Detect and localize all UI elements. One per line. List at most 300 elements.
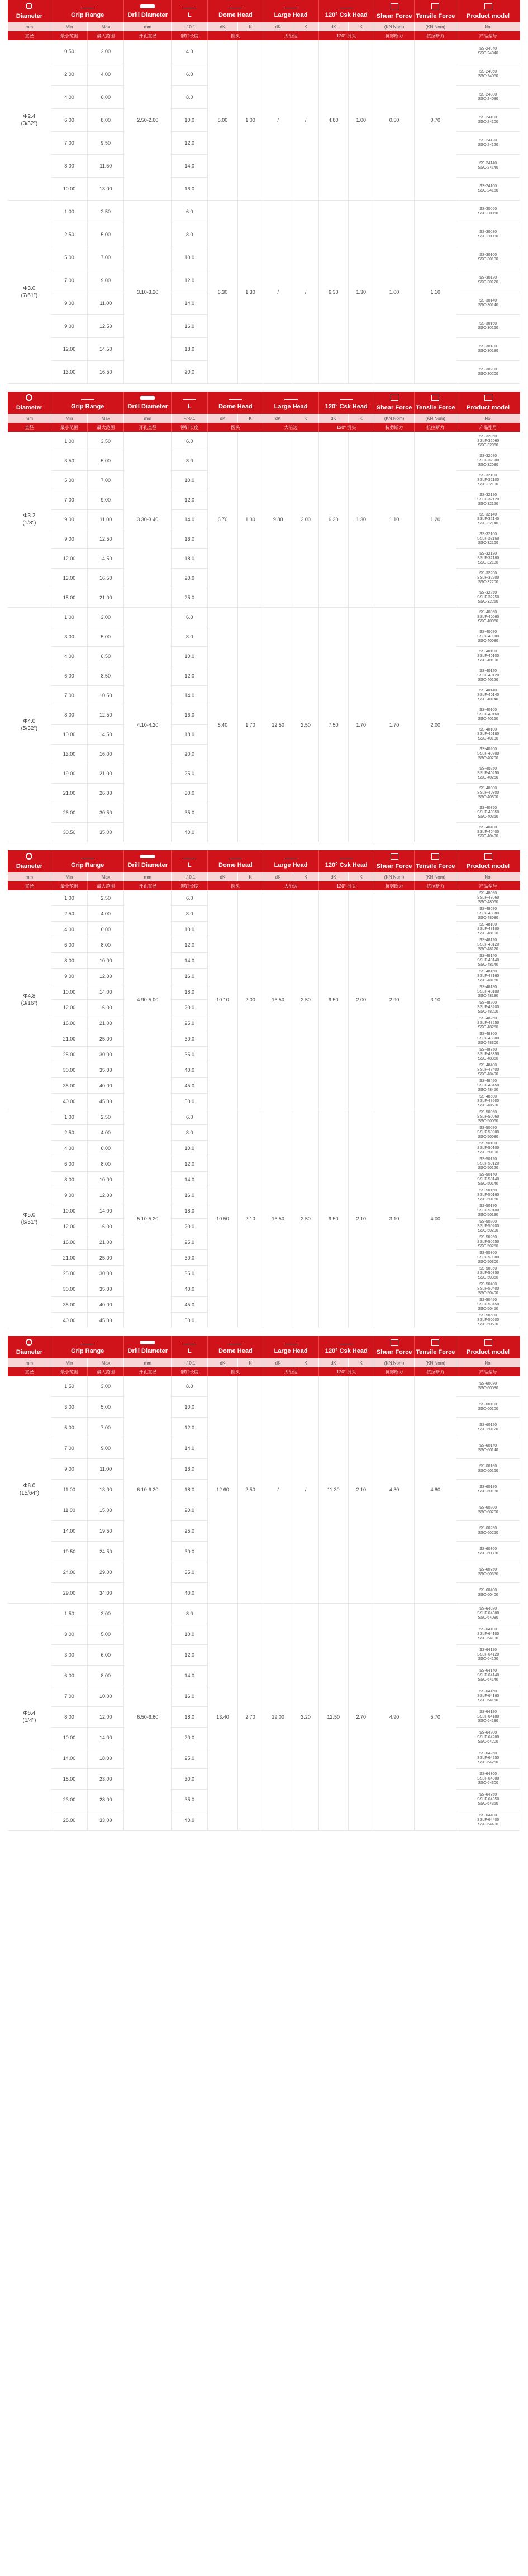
product-model: SS-50120 bbox=[479, 1157, 497, 1161]
product-model-cell bbox=[456, 361, 520, 384]
rivet-length: 14.0 bbox=[172, 1438, 208, 1459]
product-model: SSLF-40350 bbox=[477, 810, 500, 814]
product-model-cell bbox=[456, 1141, 520, 1156]
cn-label-cn-diameter: 直径 bbox=[8, 31, 51, 40]
product-model: SS-60140 bbox=[479, 1444, 497, 1448]
product-model: SSC-40350 bbox=[478, 815, 498, 819]
header-large-head bbox=[263, 392, 318, 414]
product-model-cell bbox=[456, 803, 520, 823]
rivet-length: 12.0 bbox=[172, 269, 208, 292]
product-model: SS-50500 bbox=[479, 1313, 497, 1318]
rivet-length: 40.0 bbox=[172, 1583, 208, 1604]
grip-max: 10.00 bbox=[88, 953, 124, 969]
grip-min: 6.00 bbox=[51, 937, 87, 953]
header-grip-range bbox=[51, 850, 124, 872]
cn-label-cn-min: 最小范围 bbox=[51, 31, 87, 40]
header-label: Grip Range bbox=[71, 862, 104, 869]
cn-label-cn-min: 最小范围 bbox=[51, 1367, 87, 1376]
product-model: SS-32200 bbox=[479, 571, 497, 575]
product-model: SS-40100 bbox=[479, 650, 497, 653]
product-model: SSC-60250 bbox=[478, 1531, 498, 1535]
shear-value: 3.10 bbox=[374, 1109, 415, 1328]
grip-max: 16.50 bbox=[88, 569, 124, 588]
subheader-sub-max: Max bbox=[88, 872, 124, 881]
arrow-icon bbox=[284, 399, 298, 400]
table-row bbox=[8, 1109, 520, 1125]
product-model: SSLF-32250 bbox=[477, 595, 500, 599]
grip-min: 4.00 bbox=[51, 86, 87, 109]
rivet-length: 16.0 bbox=[172, 1686, 208, 1707]
grip-min: 30.00 bbox=[51, 1062, 87, 1078]
grip-max: 45.00 bbox=[88, 1094, 124, 1109]
product-model: SSC-48400 bbox=[478, 1072, 498, 1076]
product-model: SSLF-40200 bbox=[477, 752, 500, 756]
product-model: SSC-48160 bbox=[478, 978, 498, 982]
product-model: SSLF-64250 bbox=[477, 1756, 500, 1760]
product-model: SSLF-48180 bbox=[477, 989, 500, 994]
product-model: SS-48180 bbox=[479, 985, 497, 989]
subheader-sub-min: Min bbox=[51, 414, 87, 423]
shear-value: 4.90 bbox=[374, 1604, 415, 1831]
tensile-value: 3.10 bbox=[415, 890, 456, 1109]
subheader-sub-max: Max bbox=[88, 414, 124, 423]
product-model-cell bbox=[456, 269, 520, 292]
grip-max: 14.50 bbox=[88, 338, 124, 361]
product-model-cell bbox=[456, 223, 520, 246]
grip-max: 9.50 bbox=[88, 132, 124, 155]
header-dome-head bbox=[208, 0, 263, 22]
grip-max: 26.00 bbox=[88, 784, 124, 803]
product-model: SSC-24120 bbox=[478, 143, 498, 147]
rivet-length: 25.0 bbox=[172, 588, 208, 608]
header-label: Dome Head bbox=[218, 862, 253, 869]
grip-max: 33.00 bbox=[88, 1810, 124, 1831]
cn-label-cn-model: 产品型号 bbox=[456, 423, 520, 432]
subheader-sub-dk: dK bbox=[208, 872, 237, 881]
grip-min: 5.00 bbox=[51, 246, 87, 269]
product-model: SSC-60300 bbox=[478, 1552, 498, 1556]
grip-min: 16.00 bbox=[51, 1234, 87, 1250]
subheader-sub-drill-mm: mm bbox=[124, 22, 172, 31]
product-model: SS-60100 bbox=[479, 1403, 497, 1406]
dome-dk-value: 13.40 bbox=[208, 1604, 237, 1831]
product-model: SSLF-40140 bbox=[477, 693, 500, 697]
diameter-cell bbox=[8, 201, 51, 384]
cn-label-cn-max: 最大范围 bbox=[88, 423, 124, 432]
grip-max: 3.00 bbox=[88, 1376, 124, 1397]
rivet-length: 8.0 bbox=[172, 1376, 208, 1397]
subheader-sub-dk3: dK bbox=[318, 414, 348, 423]
bolt-icon bbox=[140, 1341, 155, 1344]
grip-min: 5.00 bbox=[51, 471, 87, 490]
product-model: SS-32180 bbox=[479, 552, 497, 556]
rivet-length: 12.0 bbox=[172, 132, 208, 155]
product-model-cell bbox=[456, 1666, 520, 1686]
product-model: SS-64200 bbox=[479, 1731, 497, 1735]
header-diameter bbox=[8, 850, 51, 872]
product-model: SSC-30100 bbox=[478, 257, 498, 261]
dome-k-value: 1.30 bbox=[237, 432, 263, 608]
product-model-cell bbox=[456, 1480, 520, 1500]
product-model: SSC-50350 bbox=[478, 1275, 498, 1280]
cn-label-cn-shear: 抗剪断力 bbox=[374, 31, 415, 40]
product-model: SSC-64400 bbox=[478, 1823, 498, 1826]
subheader-sub-k: K bbox=[237, 872, 263, 881]
product-model: SSC-32160 bbox=[478, 541, 498, 545]
tensile-value: 1.10 bbox=[415, 201, 456, 384]
header-drill-diameter bbox=[124, 392, 172, 414]
csk-dk-value: 4.80 bbox=[318, 40, 348, 201]
grip-max: 25.00 bbox=[88, 1250, 124, 1266]
csk-k-value: 2.00 bbox=[348, 890, 374, 1109]
product-model: SSLF-50200 bbox=[477, 1224, 500, 1228]
header-label: Diameter bbox=[16, 13, 42, 20]
grip-max: 10.00 bbox=[88, 1686, 124, 1707]
product-model-cell bbox=[456, 627, 520, 647]
header-label: Drill Diameter bbox=[127, 1348, 168, 1354]
subheader-sub-model-no: No. bbox=[456, 22, 520, 31]
rivet-length: 18.0 bbox=[172, 338, 208, 361]
grip-min: 24.00 bbox=[51, 1562, 87, 1583]
header-label: Tensile Force bbox=[416, 1348, 455, 1356]
grip-max: 40.00 bbox=[88, 1297, 124, 1313]
product-model-cell bbox=[456, 937, 520, 953]
product-model: SSC-64140 bbox=[478, 1678, 498, 1682]
product-model: SS-40350 bbox=[479, 806, 497, 810]
product-model-cell bbox=[456, 109, 520, 132]
cn-label-cn-drill: 开孔直径 bbox=[124, 423, 172, 432]
product-model: SS-32100 bbox=[479, 474, 497, 478]
product-model: SSC-24040 bbox=[478, 51, 498, 55]
product-model: SS-30160 bbox=[479, 322, 497, 326]
product-model: SSC-24100 bbox=[478, 120, 498, 124]
product-model: SS-30200 bbox=[479, 368, 497, 371]
product-model: SS-30080 bbox=[479, 230, 497, 234]
product-model-cell bbox=[456, 1062, 520, 1078]
shear-value: 4.30 bbox=[374, 1376, 415, 1604]
diameter-value: Φ2.4 bbox=[23, 113, 36, 120]
product-model-cell bbox=[456, 569, 520, 588]
box-icon bbox=[431, 853, 439, 860]
grip-max: 23.00 bbox=[88, 1769, 124, 1790]
table-row bbox=[8, 432, 520, 451]
product-model-cell bbox=[456, 471, 520, 490]
grip-max: 4.00 bbox=[88, 63, 124, 86]
large-dk-value: 12.50 bbox=[263, 608, 293, 842]
product-model-cell bbox=[456, 1500, 520, 1521]
product-model-cell bbox=[456, 338, 520, 361]
product-model: SS-50180 bbox=[479, 1204, 497, 1208]
large-k-value: 2.50 bbox=[293, 1109, 318, 1328]
csk-dk-value: 9.50 bbox=[318, 890, 348, 1109]
grip-min: 1.00 bbox=[51, 608, 87, 627]
grip-min: 21.00 bbox=[51, 784, 87, 803]
product-model: SSLF-40060 bbox=[477, 615, 500, 619]
product-model: SS-24080 bbox=[479, 93, 497, 97]
grip-max: 2.50 bbox=[88, 890, 124, 906]
rivet-length: 25.0 bbox=[172, 1521, 208, 1542]
grip-min: 13.00 bbox=[51, 569, 87, 588]
large-k-value: 2.50 bbox=[293, 890, 318, 1109]
product-model: SSLF-50100 bbox=[477, 1146, 500, 1150]
product-model-cell bbox=[456, 201, 520, 223]
product-model-cell bbox=[456, 588, 520, 608]
product-model: SS-40080 bbox=[479, 630, 497, 634]
product-model: SSC-64300 bbox=[478, 1781, 498, 1785]
grip-max: 14.00 bbox=[88, 1728, 124, 1748]
rivet-length: 20.0 bbox=[172, 569, 208, 588]
product-model: SSLF-64140 bbox=[477, 1673, 500, 1677]
dome-dk-value: 8.40 bbox=[208, 608, 237, 842]
cn-label-cn-l: 铆钉长度 bbox=[172, 881, 208, 890]
grip-min: 8.00 bbox=[51, 155, 87, 178]
product-model-cell bbox=[456, 1604, 520, 1624]
grip-max: 5.00 bbox=[88, 627, 124, 647]
product-model: SS-64160 bbox=[479, 1690, 497, 1694]
csk-k-value: 2.70 bbox=[348, 1604, 374, 1831]
bolt-icon bbox=[140, 855, 155, 858]
product-model-cell bbox=[456, 1790, 520, 1810]
circle-icon bbox=[26, 853, 32, 860]
header-label: Grip Range bbox=[71, 1348, 104, 1354]
product-model: SSLF-64100 bbox=[477, 1632, 500, 1636]
product-model: SSC-48180 bbox=[478, 994, 498, 998]
header-diameter bbox=[8, 0, 51, 22]
cn-label-cn-dome: 圆头 bbox=[208, 423, 263, 432]
dome-k-value: 2.50 bbox=[237, 1376, 263, 1604]
table-row bbox=[8, 201, 520, 223]
product-model-cell bbox=[456, 686, 520, 705]
dome-k-value: 2.00 bbox=[237, 890, 263, 1109]
diameter-cell bbox=[8, 1604, 51, 1831]
rivet-length: 16.0 bbox=[172, 529, 208, 549]
table-row bbox=[8, 1376, 520, 1397]
csk-k-value: 1.70 bbox=[348, 608, 374, 842]
product-model: SS-30140 bbox=[479, 299, 497, 303]
grip-max: 14.50 bbox=[88, 549, 124, 569]
product-model: SS-50400 bbox=[479, 1282, 497, 1286]
csk-dk-value: 9.50 bbox=[318, 1109, 348, 1328]
rivet-length: 14.0 bbox=[172, 155, 208, 178]
rivet-length: 35.0 bbox=[172, 1047, 208, 1062]
box-icon bbox=[391, 853, 398, 860]
product-model: SSC-48120 bbox=[478, 947, 498, 951]
header-dome-head bbox=[208, 850, 263, 872]
rivet-length: 18.0 bbox=[172, 725, 208, 745]
grip-min: 40.00 bbox=[51, 1313, 87, 1328]
header-label: Large Head bbox=[274, 1348, 308, 1354]
spec-table-section bbox=[8, 1336, 520, 1831]
rivet-length: 14.0 bbox=[172, 1666, 208, 1686]
product-model: SSLF-48350 bbox=[477, 1052, 500, 1056]
grip-max: 4.00 bbox=[88, 1125, 124, 1141]
subheader-sub-k3: K bbox=[348, 22, 374, 31]
product-model: SSLF-64400 bbox=[477, 1818, 500, 1822]
grip-min: 25.00 bbox=[51, 1266, 87, 1281]
product-model-cell bbox=[456, 40, 520, 63]
grip-max: 12.00 bbox=[88, 1707, 124, 1728]
drill-diameter: 3.10-3.20 bbox=[124, 201, 172, 384]
grip-max: 14.00 bbox=[88, 1203, 124, 1219]
grip-max: 9.00 bbox=[88, 1438, 124, 1459]
grip-min: 3.00 bbox=[51, 1645, 87, 1666]
grip-min: 8.00 bbox=[51, 953, 87, 969]
diameter-value: Φ4.0 bbox=[23, 718, 36, 724]
csk-dk-value: 6.30 bbox=[318, 432, 348, 608]
large-k-value: / bbox=[293, 40, 318, 201]
grip-max: 6.00 bbox=[88, 86, 124, 109]
product-model: SSLF-48200 bbox=[477, 1005, 500, 1009]
product-model: SS-48300 bbox=[479, 1032, 497, 1036]
grip-max: 6.00 bbox=[88, 1645, 124, 1666]
spec-table-section bbox=[8, 392, 520, 842]
large-dk-value: / bbox=[263, 1376, 293, 1604]
header-drill-diameter bbox=[124, 0, 172, 22]
rivet-length: 25.0 bbox=[172, 764, 208, 784]
grip-min: 25.00 bbox=[51, 1047, 87, 1062]
product-model: SSC-48140 bbox=[478, 962, 498, 967]
product-model-cell bbox=[456, 1748, 520, 1769]
rivet-length: 12.0 bbox=[172, 937, 208, 953]
grip-max: 16.00 bbox=[88, 1219, 124, 1234]
grip-max: 35.00 bbox=[88, 823, 124, 842]
product-model: SS-60200 bbox=[479, 1506, 497, 1510]
product-model: SSC-32060 bbox=[478, 443, 498, 447]
product-model-cell bbox=[456, 178, 520, 201]
product-model: SS-50350 bbox=[479, 1266, 497, 1271]
product-model: SSC-50500 bbox=[478, 1322, 498, 1327]
diameter-value: Φ6.0 bbox=[23, 1483, 36, 1489]
header-label: Drill Diameter bbox=[127, 403, 168, 410]
product-model: SSLF-64080 bbox=[477, 1611, 500, 1615]
spec-table-section bbox=[8, 0, 520, 384]
product-model-cell bbox=[456, 86, 520, 109]
grip-min: 6.00 bbox=[51, 109, 87, 132]
grip-max: 6.00 bbox=[88, 1141, 124, 1156]
rivet-length: 40.0 bbox=[172, 823, 208, 842]
product-model: SSLF-64180 bbox=[477, 1715, 500, 1719]
header-shear-force bbox=[374, 1336, 415, 1358]
grip-max: 9.00 bbox=[88, 490, 124, 510]
product-model: SS-48450 bbox=[479, 1079, 497, 1083]
grip-min: 4.00 bbox=[51, 922, 87, 937]
grip-max: 18.00 bbox=[88, 1748, 124, 1769]
header-tensile-force bbox=[415, 0, 456, 22]
grip-max: 7.00 bbox=[88, 246, 124, 269]
cn-label-cn-max: 最大范围 bbox=[88, 1367, 124, 1376]
cn-label-cn-csk: 120° 沉头 bbox=[318, 881, 374, 890]
cn-label-cn-shear: 抗剪断力 bbox=[374, 1367, 415, 1376]
subheader-sub-model-no: No. bbox=[456, 414, 520, 423]
product-model: SSC-64250 bbox=[478, 1761, 498, 1764]
product-model: SS-50080 bbox=[479, 1125, 497, 1130]
csk-dk-value: 7.50 bbox=[318, 608, 348, 842]
grip-max: 16.00 bbox=[88, 745, 124, 764]
product-model: SSLF-48450 bbox=[477, 1083, 500, 1087]
box-icon bbox=[391, 395, 398, 401]
product-model-cell bbox=[456, 922, 520, 937]
cn-label-cn-tensile: 抗拉断力 bbox=[415, 31, 456, 40]
grip-max: 25.00 bbox=[88, 1031, 124, 1047]
drill-diameter: 2.50-2.60 bbox=[124, 40, 172, 201]
product-model-cell bbox=[456, 705, 520, 725]
grip-max: 5.00 bbox=[88, 451, 124, 471]
rivet-length: 14.0 bbox=[172, 510, 208, 529]
grip-max: 8.00 bbox=[88, 1666, 124, 1686]
rivet-length: 20.0 bbox=[172, 1000, 208, 1015]
subheader-sub-tensile-unit: (KN Nom) bbox=[415, 1358, 456, 1367]
product-model: SSC-48060 bbox=[478, 900, 498, 904]
product-model: SSC-60100 bbox=[478, 1407, 498, 1411]
subheader-sub-dk: dK bbox=[208, 1358, 237, 1367]
diameter-inch: (5/32") bbox=[21, 725, 38, 732]
rivet-length: 12.0 bbox=[172, 1645, 208, 1666]
grip-max: 12.50 bbox=[88, 705, 124, 725]
rivet-length: 50.0 bbox=[172, 1313, 208, 1328]
rivet-length: 40.0 bbox=[172, 1281, 208, 1297]
csk-k-value: 1.00 bbox=[348, 40, 374, 201]
grip-max: 8.50 bbox=[88, 666, 124, 686]
grip-min: 9.00 bbox=[51, 1187, 87, 1203]
product-model: SS-50140 bbox=[479, 1172, 497, 1177]
grip-max: 21.00 bbox=[88, 764, 124, 784]
large-k-value: 2.50 bbox=[293, 608, 318, 842]
grip-max: 3.00 bbox=[88, 608, 124, 627]
grip-max: 7.00 bbox=[88, 1418, 124, 1438]
grip-max: 14.50 bbox=[88, 725, 124, 745]
header-label: Product model bbox=[467, 404, 510, 411]
product-model: SSC-40300 bbox=[478, 795, 498, 799]
product-model: SSLF-32100 bbox=[477, 478, 500, 482]
grip-min: 28.00 bbox=[51, 1810, 87, 1831]
rivet-length: 20.0 bbox=[172, 1728, 208, 1748]
rivet-length: 50.0 bbox=[172, 1094, 208, 1109]
product-model: SSLF-32140 bbox=[477, 517, 500, 521]
rivet-length: 6.0 bbox=[172, 1109, 208, 1125]
cn-label-cn-diameter: 直径 bbox=[8, 881, 51, 890]
header-label: Product model bbox=[467, 1348, 510, 1356]
grip-max: 30.00 bbox=[88, 1266, 124, 1281]
grip-min: 7.00 bbox=[51, 1438, 87, 1459]
product-model: SSC-48300 bbox=[478, 1041, 498, 1045]
cn-label-cn-model: 产品型号 bbox=[456, 1367, 520, 1376]
subheader-sub-k2: K bbox=[293, 22, 318, 31]
arrow-icon bbox=[229, 399, 242, 400]
product-model: SSC-40180 bbox=[478, 737, 498, 741]
rivet-length: 14.0 bbox=[172, 1172, 208, 1187]
product-model: SS-40160 bbox=[479, 708, 497, 712]
shear-value: 1.10 bbox=[374, 432, 415, 608]
header-large-head bbox=[263, 0, 318, 22]
subheader-sub-k3: K bbox=[348, 414, 374, 423]
subheader-sub-dk3: dK bbox=[318, 1358, 348, 1367]
grip-max: 7.00 bbox=[88, 471, 124, 490]
header-label: Tensile Force bbox=[416, 862, 455, 870]
product-model-cell bbox=[456, 432, 520, 451]
grip-min: 5.00 bbox=[51, 1418, 87, 1438]
product-model-cell bbox=[456, 549, 520, 569]
header-label: Shear Force bbox=[376, 1348, 412, 1356]
rivet-length: 6.0 bbox=[172, 63, 208, 86]
product-model-cell bbox=[456, 823, 520, 842]
product-model: SS-40250 bbox=[479, 767, 497, 771]
product-model: SS-60080 bbox=[479, 1382, 497, 1386]
product-model: SS-24140 bbox=[479, 161, 497, 165]
header-label: Shear Force bbox=[376, 404, 412, 411]
product-model-cell bbox=[456, 1769, 520, 1790]
product-model: SSC-50160 bbox=[478, 1197, 498, 1201]
large-dk-value: 16.50 bbox=[263, 1109, 293, 1328]
